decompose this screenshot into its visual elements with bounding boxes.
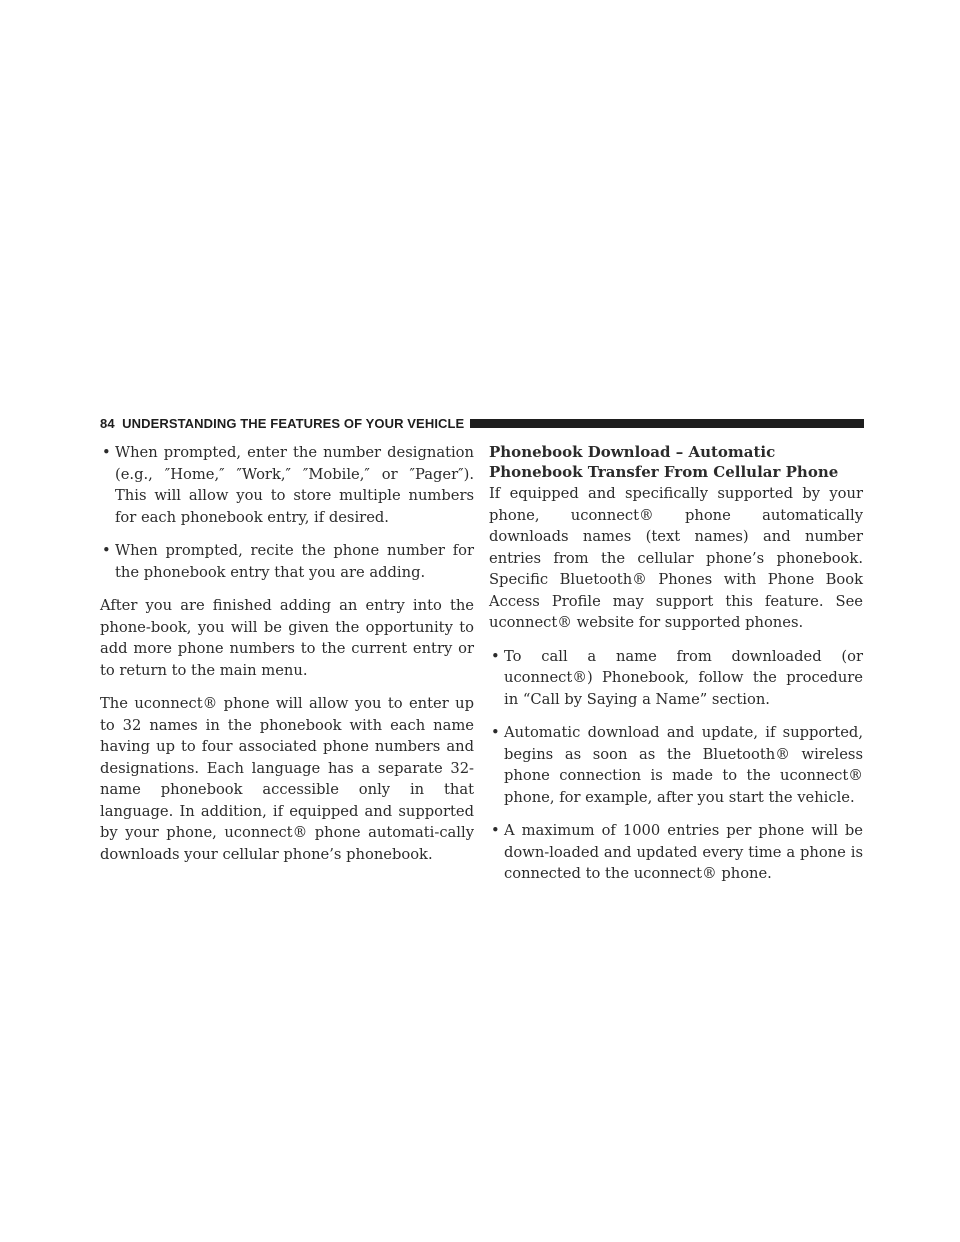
- bullet-icon: •: [102, 542, 111, 559]
- right-column: [489, 442, 863, 897]
- right-bullet-list: [489, 646, 863, 885]
- list-item: • To call a name from downloaded (or uconnect®) Phonebook, follow the procedure in “Call by Saying a Name” section.: [491, 647, 863, 708]
- bullet-icon: •: [102, 444, 111, 461]
- bullet-icon: •: [491, 647, 500, 665]
- bullet-icon: •: [491, 724, 500, 741]
- paragraph: After you are finished adding an entry into the phone-book, you will be given the opportunity to add more phone numbers to the current entry or to return to the main menu.: [100, 597, 474, 679]
- paragraph: The uconnect® phone will allow you to enter up to 32 names in the phonebook with each name having up to four associated phone numbers and designations. Each language has a separate 32-name phonebook accessible only in that language. In addition, if equipped and supported by your phone, uconnect® phone automati-cally downloads your cellular phone’s phonebook.: [100, 695, 474, 863]
- page-number: 84: [100, 415, 115, 431]
- list-item: • A maximum of 1000 entries per phone will be down-loaded and updated every time a phone is connected to the uconnect® phone.: [491, 822, 863, 882]
- left-column: [100, 442, 474, 877]
- left-bullet-list: [100, 442, 474, 583]
- header-rule: [470, 419, 864, 428]
- section-heading: Phonebook Download – Automatic Phonebook Transfer From Cellular Phone: [489, 443, 839, 481]
- paragraph: If equipped and specifically supported by your phone, uconnect® phone automatically downloads names (text names) and number entries from the cellular phone’s phonebook. Specific Bluetooth® Phones with Phone Book Access Profile may support this feature. See uconnect® website for supported phones.: [489, 485, 863, 631]
- header-title: [100, 416, 470, 431]
- list-item: • When prompted, enter the number designation (e.g., ″Home,″ ″Work,″ ″Mobile,″ or ″Pager″). This will allow you to store multiple numbers for each phonebook entry, if desired.: [102, 444, 474, 526]
- section-title: UNDERSTANDING THE FEATURES OF YOUR VEHICLE: [122, 415, 465, 431]
- page-header: [100, 415, 864, 431]
- list-item: • Automatic download and update, if supported, begins as soon as the Bluetooth® wireless phone connection is made to the uconnect® phone, for example, after you start the vehicle.: [491, 724, 863, 806]
- bullet-icon: •: [491, 822, 500, 839]
- list-item: • When prompted, recite the phone number for the phonebook entry that you are adding.: [102, 542, 474, 581]
